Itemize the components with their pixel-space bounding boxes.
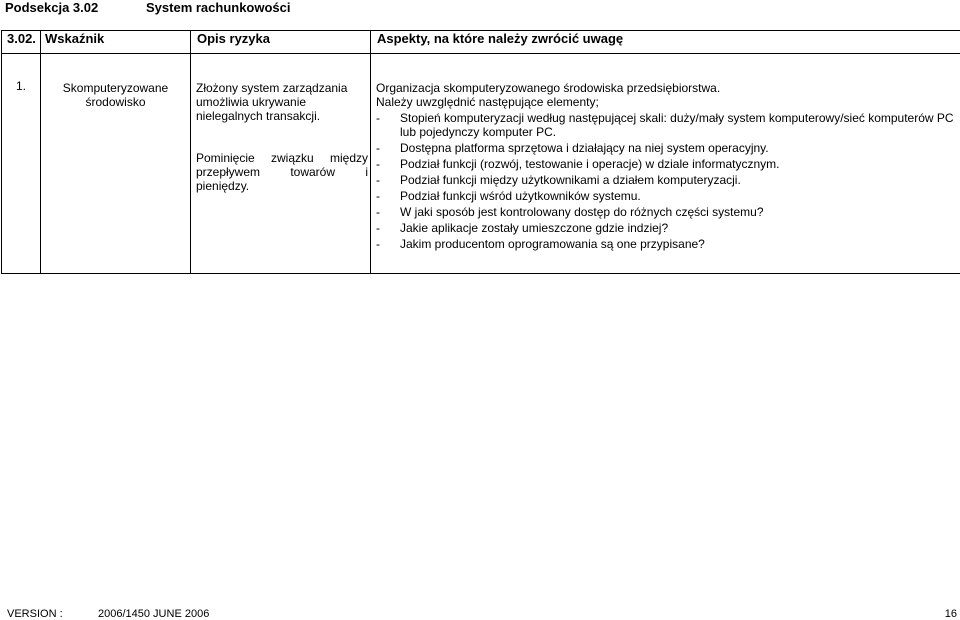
dash-bullet: - [376,157,380,171]
aspects-intro-1: Organizacja skomputeryzowanego środowiska przedsiębiorstwa. [376,81,721,95]
aspects-intro-2: Należy uwzględnić następujące elementy; [376,95,599,109]
list-item [376,141,956,155]
indicator-text: Skomputeryzowane środowisko [62,81,169,109]
aspects-cell [371,54,960,274]
risk-description-1: Złożony system zarządzania umożliwia ukrywanie nielegalnych transakcji. [196,81,348,123]
version-label: VERSION : [7,608,63,620]
row-number: 1. [15,79,26,93]
aspect-text: W jaki sposób jest kontrolowany dostęp do różnych części systemu? [400,205,764,219]
section-title: Podsekcja 3.02 [5,0,99,15]
version-date: 2006/1450 JUNE 2006 [98,608,210,620]
row-number-cell [2,54,41,274]
dash-bullet: - [376,237,380,251]
aspect-text: Jakim producentom oprogramowania są one przypisane? [400,237,705,251]
aspects-list [376,111,956,251]
aspect-text: Podział funkcji (rozwój, testowanie i operacje) w dziale informatycznym. [400,157,780,171]
list-item [376,111,956,139]
list-item [376,189,956,203]
list-item [376,237,956,251]
dash-bullet: - [376,111,380,125]
aspect-text: Podział funkcji wśród użytkowników systemu. [400,189,641,203]
risk-description-2: Pominięcie związku między przepływem towarów i pieniędzy. [196,151,368,193]
dash-bullet: - [376,189,380,203]
table-header-row [2,31,960,54]
system-title: System rachunkowości [146,0,291,15]
aspect-text: Podział funkcji między użytkownikami a działem komputeryzacji. [400,173,741,187]
table-row [2,54,960,274]
dash-bullet: - [376,205,380,219]
indicator-cell [41,54,191,274]
column-header-number: 3.02. [2,31,41,54]
list-item [376,157,956,171]
column-header-risk: Opis ryzyka [191,31,371,54]
list-item [376,221,956,235]
risk-cell [191,54,371,274]
dash-bullet: - [376,173,380,187]
page-footer [0,601,960,620]
column-header-indicator: Wskaźnik [41,31,191,54]
risk-table [1,30,960,274]
page-number: 16 [944,608,957,620]
dash-bullet: - [376,221,380,235]
aspect-text: Stopień komputeryzacji według następującej skali: duży/mały system komputerowy/sieć komputerów PC lub pojedynczy komputer PC. [400,111,954,139]
aspect-text: Jakie aplikacje zostały umieszczone gdzie indziej? [400,221,669,235]
column-header-aspects: Aspekty, na które należy zwrócić uwagę [371,31,960,54]
dash-bullet: - [376,141,380,155]
aspect-text: Dostępna platforma sprzętowa i działający na niej system operacyjny. [400,141,769,155]
list-item [376,205,956,219]
list-item [376,173,956,187]
